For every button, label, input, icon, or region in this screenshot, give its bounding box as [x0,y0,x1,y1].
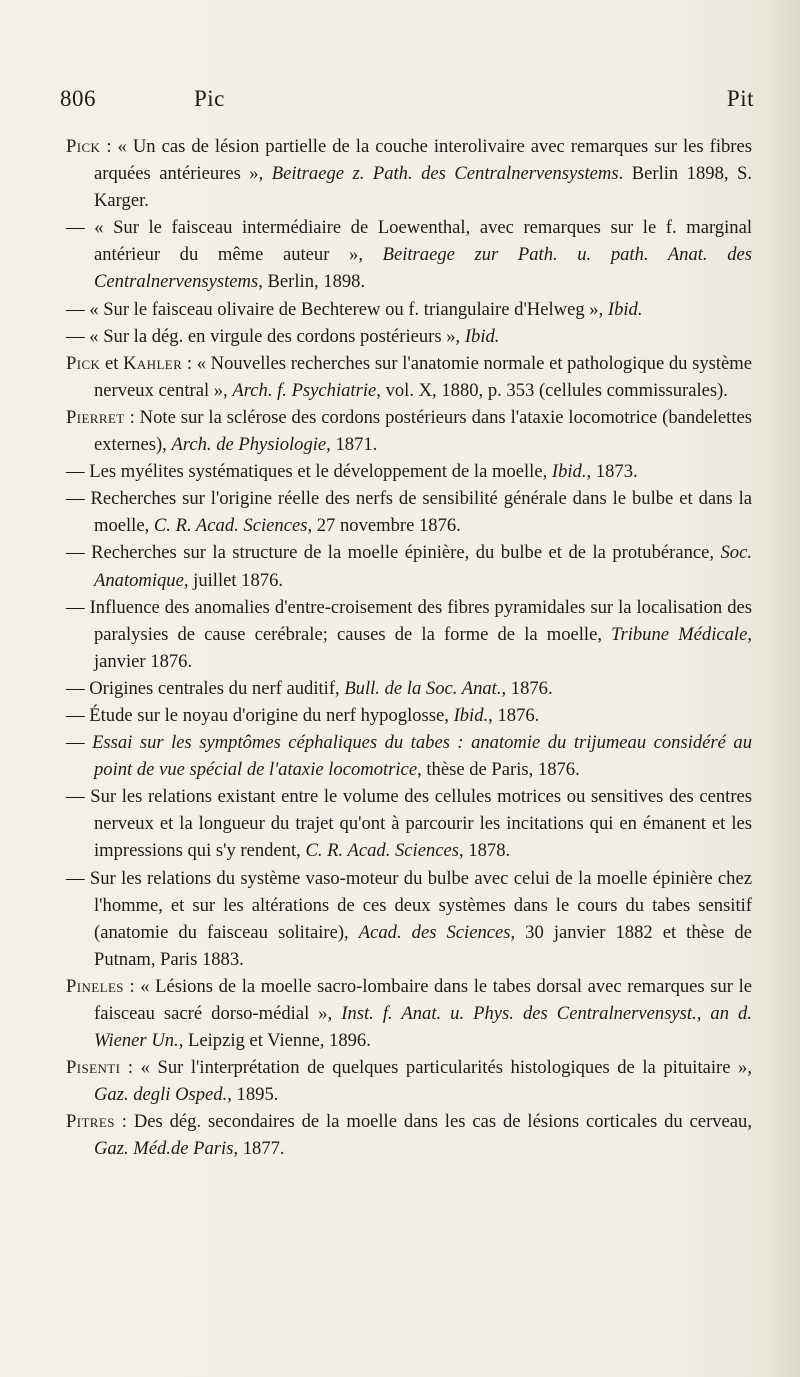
entry-text-end: , Leipzig et Vienne, 1896. [178,1030,371,1052]
entry-title: Ibid. [607,298,643,320]
entry-dash: — [66,732,93,754]
entry-text: Origines centrales du nerf auditif, [89,677,345,699]
bibliography-entry [66,539,752,593]
bibliography-entry [66,133,752,214]
bibliography-entry [66,296,752,323]
entry-title: C. R. Acad. Sciences [305,840,460,862]
entry-title: Arch. f. Psychiatrie [232,379,377,401]
entry-conjunction: et [100,352,124,374]
entry-text-end: , Berlin, 1898. [258,271,366,293]
entry-title: Essai sur les symptômes céphaliques du tabes : anatomie du trijumeau considéré au point de vue spécial de l'ataxie locomotrice [92,732,752,781]
entry-author: Pick [66,352,101,374]
entry-dash: — [66,677,90,699]
bibliography-entry [66,214,752,295]
entry-author: Pick [66,136,101,157]
entry-dash: — [66,461,90,483]
entry-text-end: , 27 novembre 1876. [307,515,461,537]
bibliography-entry [66,783,752,864]
entry-title: Gaz. degli Osped. [94,1084,228,1106]
bibliography-entry [66,323,752,350]
entry-text-end: , 1895. [227,1084,279,1106]
running-header [60,86,754,116]
entry-text-end: , 1876. [488,704,540,726]
entry-author-2: Kahler [123,352,183,374]
bibliography-entry [66,404,752,458]
bibliography-entry [66,729,752,783]
entry-author: Pierret [66,406,125,428]
entry-text: « Un cas de lésion partielle de la couche interolivaire avec remarques sur les fibres arquées antérieures », [94,136,752,185]
entry-text-end: , 30 janvier 1882 et thèse de Putnam, Paris 1883. [94,921,752,970]
bibliography-entry [66,485,752,539]
entry-text: Étude sur le noyau d'origine du nerf hypoglosse, [89,704,454,726]
entry-dash: — [66,542,92,564]
entry-text: « Sur la dég. en virgule des cordons postérieurs », [89,325,465,347]
bibliography-entry [66,594,752,675]
entry-title: Bull. de la Soc. Anat. [344,677,502,699]
entry-dash: — [66,786,91,808]
entry-text: Sur les relations existant entre le volume des cellules motrices ou sensitives des centres nerveux et la longueur du trajet qu'ont à parcourir les incitations qui en émanent et les impressions qui s'y rendent, [90,786,753,862]
bibliography-entry [66,702,752,729]
running-head-left: Pic [194,86,225,111]
entry-text-end: , 1878. [459,840,511,862]
entry-title: Ibid. [464,325,500,347]
entry-text: « Sur l'interprétation de quelques particularités histologiques de la pituitaire », [140,1057,752,1079]
entry-separator: : [114,1111,134,1133]
entry-title: Inst. f. Anat. u. Phys. des Centralnervensyst., an d. Wiener Un. [94,1003,752,1052]
entry-text: Sur les relations du système vaso-moteur du bulbe avec celui de la moelle épinière chez l'homme, et sur les altérations de ces deux systèmes dans le cours du tabes sensitif (anatomie du faisceau solitaire), [89,867,752,943]
running-head-right: Pit [726,86,754,111]
bibliography-entry [66,865,752,973]
entry-author: Pineles [66,975,124,997]
page-number: 806 [60,86,96,111]
entry-title: Beitraege zur Path. u. path. Anat. des Centralnervensystems [94,244,752,293]
bibliography-entry [66,1108,752,1162]
entry-text-end: . Berlin 1898, S. Karger. [94,163,752,212]
entry-text-end: , juillet 1876. [183,569,284,591]
bibliography-entry [66,458,752,485]
bibliography-entry [66,675,752,702]
entry-text-end: , 1877. [233,1138,285,1160]
entry-text: « Sur le faisceau olivaire de Bechterew ou f. triangulaire d'Helweg », [89,298,608,320]
entry-text: « Sur le faisceau intermédiaire de Loewenthal, avec remarques sur le f. marginal antérieur du même auteur », [94,217,752,266]
entry-separator: : [120,1057,141,1079]
entry-dash: — [66,704,90,726]
entry-text: Influence des anomalies d'entre-croisement des fibres pyramidales sur la localisation des paralysies de cause cerébrale; causes de la forme de la moelle, [89,596,752,645]
entry-text: Des dég. secondaires de la moelle dans les cas de lésions corticales du cerveau, [133,1111,753,1133]
entry-title: Ibid. [551,461,587,483]
entry-text: Recherches sur la structure de la moelle épinière, du bulbe et de la protubérance, [91,542,721,564]
entry-text: Note sur la sclérose des cordons postérieurs dans l'ataxie locomotrice (bandelettes externes), [94,406,752,456]
entry-title: Arch. de Physiologie [171,434,327,456]
bibliography-entry [66,350,752,404]
entry-separator: : [182,352,197,374]
entry-dash: — [66,217,95,239]
entry-text: Recherches sur l'origine réelle des nerfs de sensibilité générale dans le bulbe et dans la moelle, [90,488,752,537]
entry-text-end: , vol. X, 1880, p. 353 (cellules commissurales). [376,379,728,401]
entry-text-end: , 1871. [326,434,378,456]
entry-dash: — [66,596,90,618]
bibliography-entry [66,973,752,1054]
entry-separator: : [100,136,118,157]
entry-dash: — [66,325,90,347]
entry-title: Ibid. [453,704,489,726]
entry-separator: : [123,975,141,997]
entry-text: Les myélites systématiques et le développement de la moelle, [89,461,552,483]
entry-title: Beitraege z. Path. des Centralnervensystems [271,163,619,185]
entry-dash: — [66,488,91,510]
entry-separator: : [124,406,140,428]
entry-author: Pisenti [66,1057,121,1079]
entry-title: Acad. des Sciences [358,921,511,943]
entry-title: Gaz. Méd.de Paris [94,1138,234,1160]
entry-text: « Lésions de la moelle sacro-lombaire dans le tabes dorsal avec remarques sur le faisceau sacré dorso-médial », [94,975,752,1024]
entry-title: C. R. Acad. Sciences [153,515,308,537]
entry-text-end: , thèse de Paris, 1876. [417,759,580,781]
entry-text-end: , 1873. [586,461,638,483]
entry-title: Soc. Anatomique [94,542,752,591]
entry-author: Pitres [66,1111,115,1133]
entry-text: « Nouvelles recherches sur l'anatomie normale et pathologique du système nerveux central », [94,352,753,401]
entry-text-end: , 1876. [501,677,553,699]
entry-dash: — [66,867,90,889]
bibliography-entry [66,1054,752,1108]
entry-dash: — [66,298,90,320]
entry-title: Tribune Médicale [611,623,748,645]
bibliography-list [66,133,752,1163]
entry-text-end: , janvier 1876. [94,623,752,672]
